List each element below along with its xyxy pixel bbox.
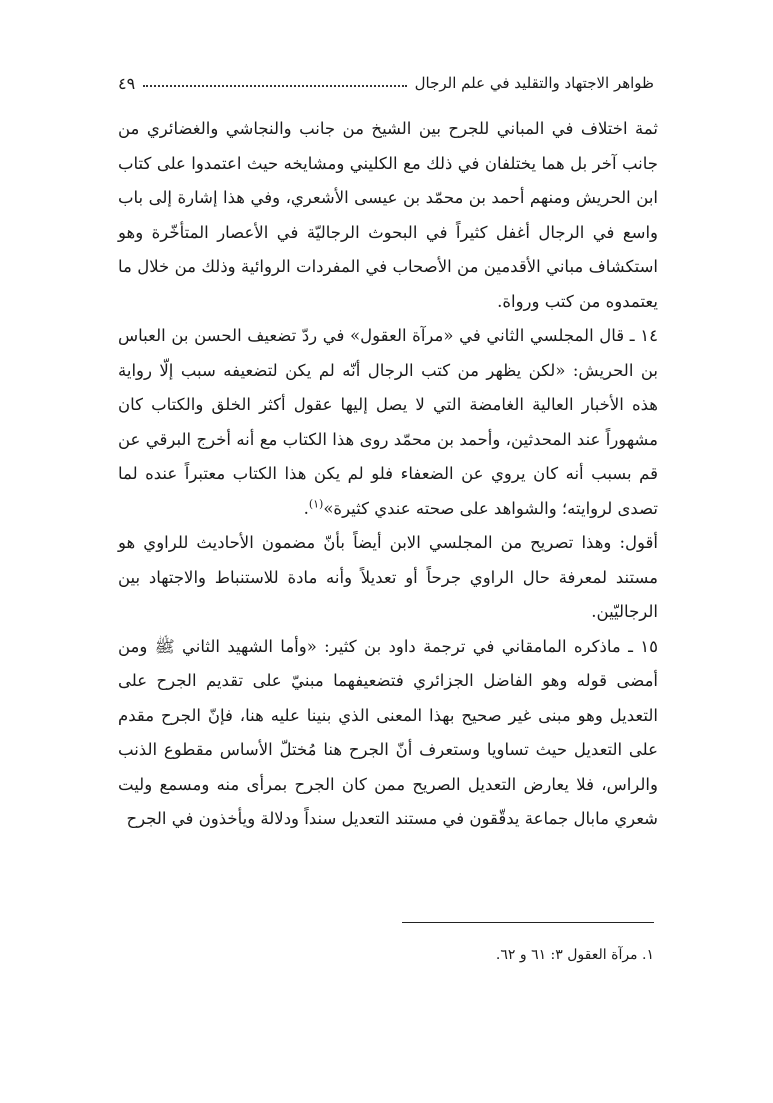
header-dotted-leader [143,85,406,87]
footnote-marker: (١) [308,497,324,510]
running-header-title: ظواهر الاجتهاد والتقليد في علم الرجال [414,74,654,92]
paragraph-4: ١٥ ـ ماذكره المامقاني في ترجمة داود بن كثير: «وأما الشهيد الثاني ﷺ ومن أمضى قوله وهو الفاضل الجزائري فتضعيفهما مبنيّ على تقديم الجرح على التعديل وهو مبنى غير صحيح بهذا المعنى الذي بنينا عليه هنا، فإنّ الجرح مقدم على التعديل حيث تساويا وستعرف أنّ الجرح هنا مُختلّ الأساس مقطوع الذنب والراس، فلا يعارض التعديل الصريح ممن كان الجرح بمرأى منه ومسمع وليت شعري مابال جماعة يدقّقون في مستند التعديل سنداً ودلالة ويأخذون في الجرح [118,636,658,828]
footnote: ١. مرآة العقول ٣: ٦١ و ٦٢. [495,947,654,963]
paragraph-2-text: ١٤ ـ قال المجلسي الثاني في «مرآة العقول» في ردّ تضعيف الحسن بن العباس بن الحريش: «لكن يظهر من كتب الرجال أنّه لم يكن لتضعيفه سبب إلّا رواية هذه الأخبار العالية الغامضة التي لا يصل إليها عقول أكثر الخلق والكتاب كان مشهوراً عند المحدثين، وأحمد بن محمّد روى هذا الكتاب مع أنه أخرج البرقي عن قم بسبب أنه كان يروي عن الضعفاء فلو لم يكن هذا الكتاب معتبراً عنده لما تصدى لروايته؛ والشواهد على صحته عندي كثيرة» [118,326,658,518]
paragraph-2: ١٤ ـ قال المجلسي الثاني في «مرآة العقول» في ردّ تضعيف الحسن بن العباس بن الحريش: «لكن يظهر من كتب الرجال أنّه لم يكن لتضعيفه سبب إلّا رواية هذه الأخبار العالية الغامضة التي لا يصل إليها عقول أكثر الخلق والكتاب كان مشهوراً عند المحدثين، وأحمد بن محمّد روى هذا الكتاب مع أنه أخرج البرقي عن قم بسبب أنه كان يروي عن الضعفاء فلو لم يكن هذا الكتاب معتبراً عنده لما تصدى لروايته؛ والشواهد على صحته عندي كثيرة»$^{(١)}$. [118,326,658,518]
paragraph-3: أقول: وهذا تصريح من المجلسي الابن أيضاً بأنّ مضمون الأحاديث للراوي هو مستند لمعرفة حال الراوي جرحاً أو تعديلاً وأنه مادة للاستنباط والاجتهاد بين الرجاليّين. [118,533,658,621]
paragraph-1: ثمة اختلاف في المباني للجرح بين الشيخ من جانب والنجاشي والغضائري من جانب آخر بل هما يختلفان في ذلك مع الكليني ومشايخه حيث اعتمدوا على كتاب ابن الحريش ومنهم أحمد بن محمّد بن عيسى الأشعري، وفي هذا إشارة إلى باب واسع في الرجال أغفل كثيراً في البحوث الرجاليّة في الأعصار المتأخّرة وهو استكشاف مباني الأقدمين من الأصحاب في المفردات الروائية وذلك من خلال ما يعتمدوه من كتب ورواة. [118,119,658,311]
body-text [118,112,658,837]
page-number: ٤٩ [118,73,136,93]
footnote-divider [402,922,654,923]
running-header [118,66,654,100]
